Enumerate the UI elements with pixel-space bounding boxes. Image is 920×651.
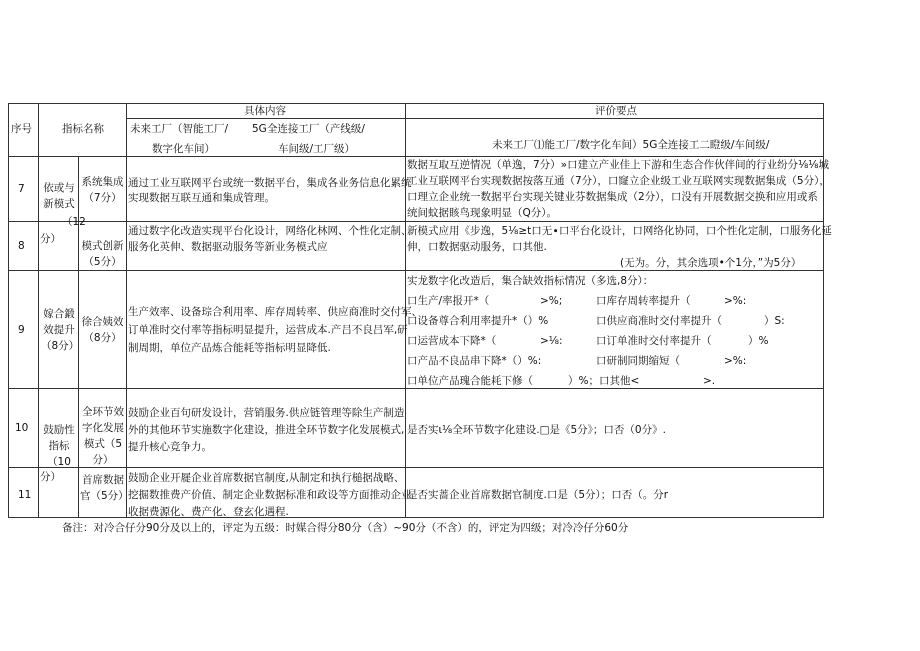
content-sub-b-line1: 5G全连接工厂（产线级/ <box>252 123 365 135</box>
row-7-content-line2: 实现数据互联互通和集成管理。 <box>128 192 275 204</box>
row-8-name: 模式创新（5分） <box>81 240 124 268</box>
row-9-item-cost: 口运营成本下降*（ <box>407 335 497 347</box>
footnote: 备注：对冷合仔分90分及以上的，评定为五级：时媒合得分80分（含）~90分（不含）的，评定为四级；对冷冷仔分60分 <box>62 522 629 534</box>
row-7-eval-line4: 统间蚊据賅鸟现象明显（Q分）。 <box>407 207 558 219</box>
row-9-item-order-unit: ）% <box>748 335 769 347</box>
group-score-12-a: （12 <box>62 216 86 228</box>
row-9-item-inventory: 口库存周转率提升（ <box>596 295 691 307</box>
content-sub-a-line2: 数字化车间） <box>152 143 215 155</box>
row-11-no: 11 <box>18 489 32 501</box>
row-10-content-line3: 提升核心竞争力。 <box>128 441 212 453</box>
row-7-eval-line1: 数据互取互逆情况（单逸，7分）»口建立产业佳上下游和生态合作伙伴间的行业纷分⅛⅛城 <box>407 159 829 171</box>
col-no-divider <box>38 103 39 517</box>
row-9-item-energy-unit: ）%；口其他< <box>568 375 640 387</box>
row-10-name: 全环节效字化发展模式（5分） <box>82 406 124 466</box>
row-9-item-supplier: 口供应商准时交付率提升（ <box>596 315 722 327</box>
row-11-content-line3: 收据费源化、费产化、登玄化遇程. <box>128 506 289 518</box>
row-9-name: 徐合姨效（8分） <box>81 316 124 344</box>
row-9-item-production-unit: >%; <box>540 295 563 307</box>
row-11-eval: 是否实蔷企业首席数据官制度.口是（5分）；口否（。分r <box>407 489 669 501</box>
row-10-eval: 是否实ι⅛全环节数字化建设.□是《5分》；口否（0分》. <box>407 424 666 436</box>
col-group-divider <box>78 156 79 517</box>
row-9-item-order: 口订单准时交付率提升（ <box>596 335 712 347</box>
row-8-content-line2: 服务化英伸、数据驱动服务等新业务模式应 <box>128 241 328 253</box>
row-8-eval-note: (无为。分，其余选项•个1分，”为5分） <box>620 257 802 269</box>
group-score-12-b: 分） <box>40 233 61 245</box>
row-9-bottom <box>8 388 824 389</box>
col-left-border <box>8 103 9 517</box>
row-7-bottom <box>8 221 824 222</box>
row-9-content-line2: 订单准时交付率等指标明显提升，运营成本.产吕不良吕军,研 <box>128 324 408 336</box>
row-9-item-production: 口生产/率报开*（ <box>407 295 490 307</box>
row-9-item-equipment: 口设备尊合利用率提升*（）% <box>407 315 549 327</box>
row-11-content-line2: 挖掘数推费产价值、制定企业数据标准和政设等方面推动企业 <box>128 489 412 501</box>
content-sub-b-line2: 车间级/工厂级） <box>278 143 356 155</box>
header-divider-a <box>126 118 824 119</box>
row-10-no: 10 <box>15 422 29 434</box>
row-7-no: 7 <box>18 183 25 195</box>
row-8-eval-line2: 伸，口数据驱动服务，口其他. <box>407 241 547 253</box>
row-9-item-supplier-unit: ）S: <box>764 315 785 327</box>
row-9-item-energy: 口单位产品瑰合能耗下修（ <box>407 375 533 387</box>
row-9-no: 9 <box>18 324 25 336</box>
header-col-name: 指标名称 <box>62 123 104 135</box>
row-10-content-line2: 外的其他环节实施数字化建设，推进全环节数字化发展模式, <box>128 424 405 436</box>
group-label-digital-model: 依或与新模式 <box>43 182 75 210</box>
row-8-no: 8 <box>18 240 25 252</box>
row-9-item-defect: 口产品不良品串下降*（）%: <box>407 355 542 367</box>
row-7-eval-line2: 工业互联网平台实现数据按落互通（7分），口窿立企业级工业互联网实现数据集成（5分）， <box>407 175 830 187</box>
header-col-eval: 评价要点 <box>595 105 637 117</box>
group-label-encourage: 鼓励性指标（10 <box>43 424 75 468</box>
row-11-content-line1: 鼓励企业开屣企业首席数据官制度,从制定和执行槌据战略、 <box>128 472 405 484</box>
row-9-eval-head: 实龙数字化改造后，集合缺效指标情况（多选,8分）： <box>407 275 654 287</box>
row-11-name: 首席数据官（5分） <box>80 474 129 502</box>
eval-sub-header: 未来工厂⑴能工厂/数字化车间）5G全连接工二瞪级/车间级/ <box>492 139 770 151</box>
row-9-item-inventory-unit: >%: <box>724 295 747 307</box>
row-10-bottom <box>8 467 824 468</box>
header-bottom-border <box>8 156 824 157</box>
row-8-eval-line1: 新模式应用《步逸，5⅛≥t口无∙口平台化设计，口网络化协同，口个性化定制，口服务化延 <box>407 225 832 237</box>
row-7-content-line1: 通过工业互联网平台或统一数据平台，集成各业务信息化累统 <box>128 177 412 189</box>
group-score-10: 分） <box>40 471 61 483</box>
row-9-item-rd-cycle-unit: >%: <box>724 355 747 367</box>
group-label-efficiency: 嫁合鍛效提升（8分） <box>41 308 80 352</box>
header-col-content: 具体内容 <box>244 105 286 117</box>
row-9-content-line3: 制周期，单位产品炼合能耗等指标明显降低. <box>128 342 331 354</box>
row-9-item-cost-unit: >⅛: <box>540 335 563 347</box>
table-top-border <box>8 103 824 104</box>
row-8-content-line1: 通过数字化改造实现平台化设计，网络化林网、个性化定制、 <box>128 225 412 237</box>
header-col-no: 序号 <box>11 123 32 135</box>
row-10-content-line1: 鼓励企业百句研发设计，营销服务.供应链管理等除生产制造 <box>128 407 405 419</box>
col-name-divider <box>126 103 127 517</box>
row-7-name: 系统集成（7分） <box>81 176 124 204</box>
row-9-content-line1: 生产效率、设备琮合利用率、库存周转率、供应商准时交付军、 <box>128 306 422 318</box>
content-sub-a-line1: 未来工厂（智能工厂/ <box>130 123 229 135</box>
row-9-item-other-unit: >. <box>703 375 716 387</box>
row-9-item-rd-cycle: 口研制同期缩短（ <box>596 355 680 367</box>
row-8-bottom <box>8 270 824 271</box>
row-7-eval-line3: 口理立企业统一数据平台实现关键业芬数据集成（2分），口没有开展数据交换和应用或系 <box>407 191 818 203</box>
